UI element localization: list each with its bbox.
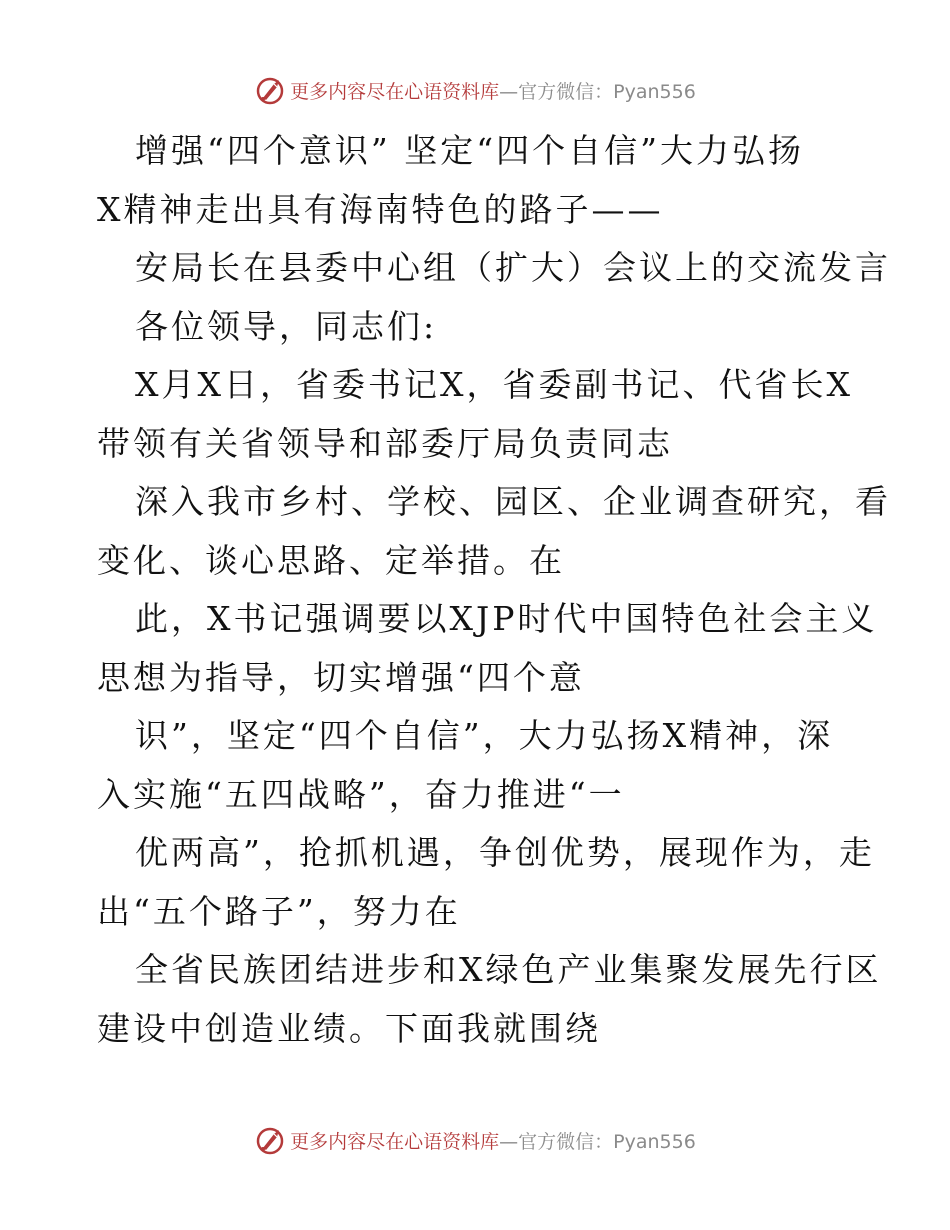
text-line: 带领有关省领导和部委厅局负责同志 [97, 423, 673, 463]
text-line: X月X日，省委书记X，省委副书记、代省长X [135, 365, 853, 404]
footer-banner-text-red: 更多内容尽在心语资料库 [290, 1130, 500, 1153]
header-banner-text-red: 更多内容尽在心语资料库 [290, 80, 500, 103]
text-line: 出“五个路子”，努力在 [97, 891, 461, 931]
document-body [97, 122, 891, 1058]
text-line: 各位领导，同志们: [135, 306, 438, 346]
text-line: 全省民族团结进步和X绿色产业集聚发展先行区 [135, 950, 882, 989]
footer-banner-text [290, 1127, 696, 1154]
text-line: 增强“四个意识” 坚定“四个自信”大力弘扬 [135, 131, 804, 170]
text-line: 思想为指导，切实增强“四个意 [97, 657, 585, 697]
header-banner [0, 72, 950, 108]
header-banner-text-grey: —官方微信：Pyan556 [499, 80, 696, 103]
footer-banner-text-grey: —官方微信：Pyan556 [499, 1130, 696, 1153]
header-banner-text [290, 77, 696, 104]
footer-banner [0, 1122, 950, 1158]
text-line: X精神走出具有海南特色的路子—— [97, 189, 664, 229]
text-line: 深入我市乡村、学校、园区、企业调查研究，看 [135, 482, 891, 521]
text-line: 建设中创造业绩。下面我就围绕 [97, 1008, 601, 1048]
pen-nib-logo-icon [254, 1124, 286, 1156]
text-line: 入实施“五四战略”，奋力推进“一 [97, 774, 625, 814]
text-line: 优两高”，抢抓机遇，争创优势，展现作为，走 [135, 833, 875, 872]
text-line: 此，X书记强调要以XJP时代中国特色社会主义 [135, 599, 878, 638]
text-line: 识”，坚定“四个自信”，大力弘扬X精神，深 [135, 716, 834, 755]
text-line: 变化、谈心思路、定举措。在 [97, 540, 565, 580]
text-line: 安局长在县委中心组（扩大）会议上的交流发言 [135, 248, 891, 287]
pen-nib-logo-icon [254, 74, 286, 106]
